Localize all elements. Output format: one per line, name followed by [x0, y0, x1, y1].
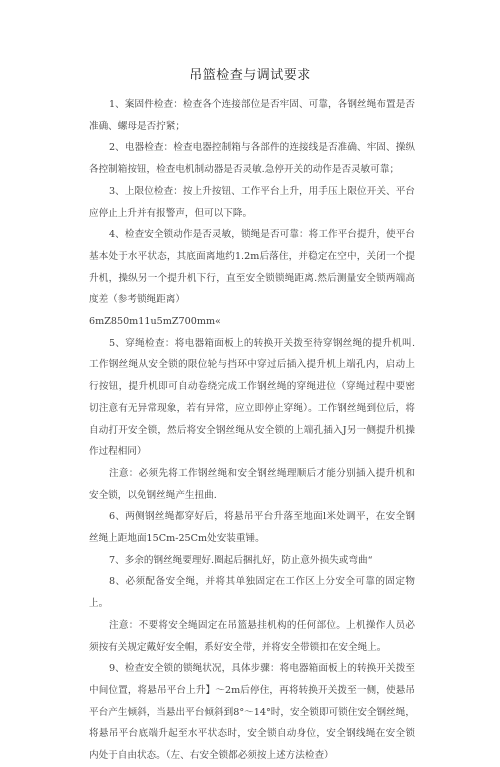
paragraph-safety-rope: 8、必须配备安全绳，并将其单独固定在工作区上分安全可靠的固定物上。 [89, 576, 415, 610]
paragraph-rope-threading-check: 5、穿绳检查：将电器箱面板上的转换开关拨至待穿钢丝绳的提升机叫.工作钢丝绳从安全锁的限位轮与挡环中穿过后插入提升机上端孔内，启动上行按钮，提升机即可自动卷绕完成工作钢丝绳的穿绳进位（穿绳过程中要密切注意有无异常现象，若有异常，应立即停止穿绳）。工作钢丝绳到位后，将自动打开安全锁，然后将安全钢丝绳从安全锁的上端孔插入J另一侧提升机操作过程相同） [89, 337, 415, 458]
paragraph-lock-distance-values: 6mZ850m11u5mZ700mm« [89, 316, 221, 328]
paragraph-counterweight: 6、两侧钢丝绳都穿好后，将悬吊平台升落至地面l米处调平，在安全钢丝绳上距地面15Cm-25Cm处安装重锤。 [89, 511, 415, 545]
paragraph-rope-coiling: 7、多余的钢丝绳要理好.圈起后捆扎好，防止意外损失或弯曲“ [109, 554, 373, 566]
paragraph-upper-limit-check: 3、上限位检查：按上升按钮、工作平台上升，用手压上限位开关、平台应停止上升并有报警声，但可以下降。 [89, 185, 415, 219]
paragraph-safety-lock-check: 4、检查安全锁动作是否灵敏，锁绳是否可靠：将工作平台提升，使平台基本处于水平状态，其底面离地约1.2m后落住，并稳定在空中，关闭一个提升机，操纵另一个提升机下行，直至安全锁锁绳距离.然后测量安全锁两端高度差（参考锁绳距离） [89, 229, 415, 306]
document-title: 吊篮检查与调试要求 [189, 68, 311, 83]
paragraph-electrical-check: 2、电器检查：检查电器控制箱与各部件的连接线是否准确、牢固、操纵各控制箱按钮，检查电机制动器是否灵敏.急停开关的动作是否灵敏可靠； [89, 142, 415, 176]
paragraph-lock-rope-status-check: 9、检查安全锁的锁绳状况，具体步骤：将电器箱面板上的转换开关拨至中间位置，将悬吊平台上升】～2m后停住，再将转换开关拨至一侧，使悬吊平台产生倾斜，当悬出平台倾斜到8°～14°时，安全锁即可锁住安全钢丝绳，将悬吊平台底端升起至水平状态时，安全锁自动身位，安全钢线绳在安全锁内处于自由状态。（左、右安全锁都必须按上述方法检查） [89, 663, 415, 762]
paragraph-safety-rope-note: 注意：不要将安全绳固定在吊篮悬挂机构的任何部位。上机操作人员必须按有关规定戴好安全帽，系好安全带，并将安全带锁扣在安全绳上。 [89, 619, 415, 653]
paragraph-fastener-check: 1、案固件检查：检查各个连接部位是否牢固、可靠，各钢丝绳布置是否准确、螺母是否拧紧； [89, 99, 415, 132]
paragraph-threading-note: 注意：必须先将工作钢丝绳和安全钢丝绳理顺后才能分别插入提升机和安全锁，以免钢丝绳产生扭曲. [89, 467, 415, 501]
document-body [89, 94, 415, 767]
